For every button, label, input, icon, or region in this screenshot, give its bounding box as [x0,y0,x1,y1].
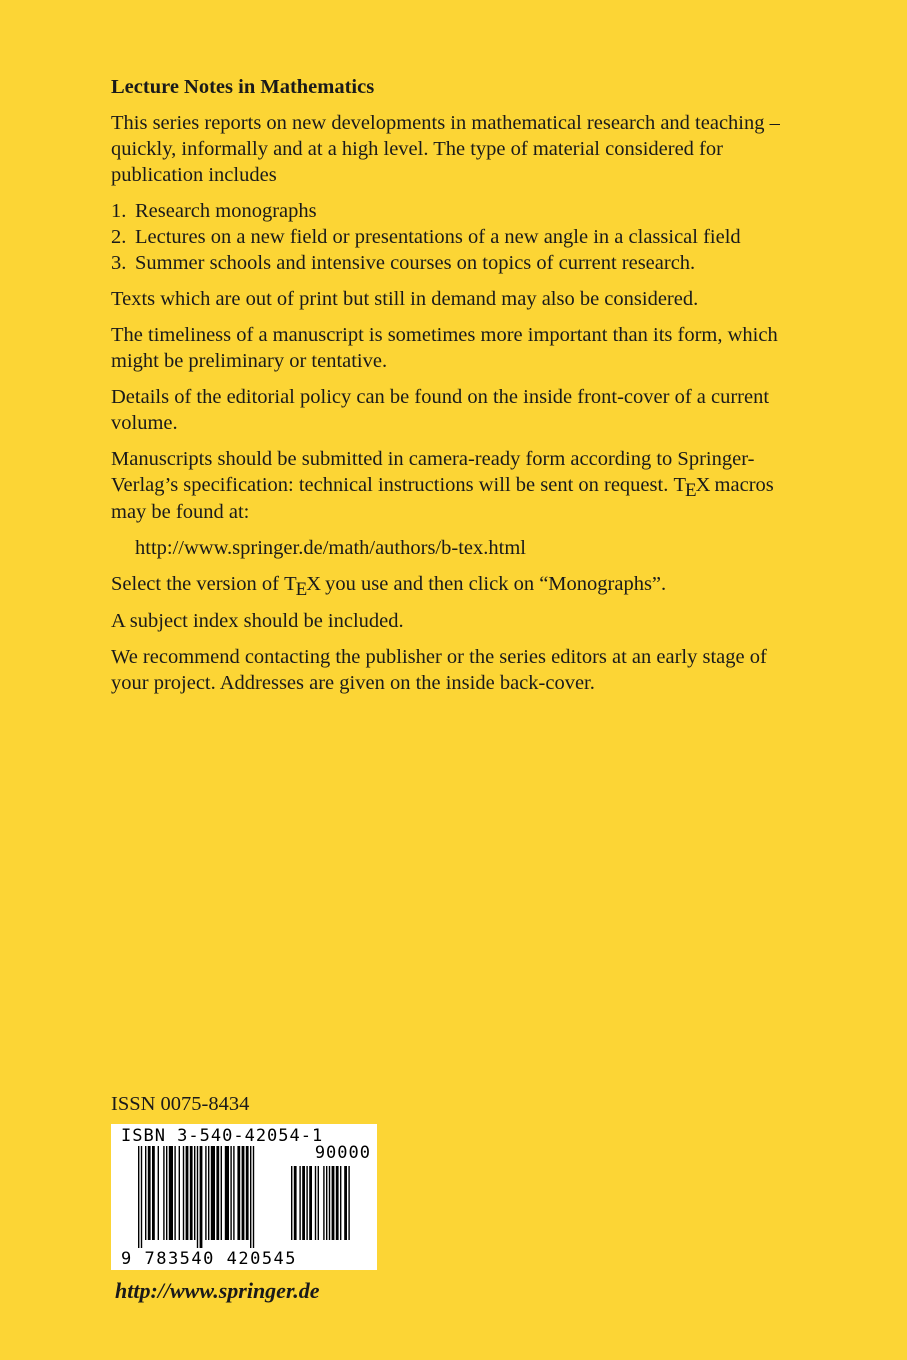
series-description [111,74,801,706]
out-of-print-paragraph: Texts which are out of print but still in demand may also be considered. [111,288,699,310]
select-version-paragraph [111,571,801,598]
select-suffix: you use and then click on “Monographs”. [325,573,667,595]
barcode-addon-bars [291,1166,371,1248]
barcode-bar [323,1166,324,1240]
series-title: Lecture Notes in Mathematics [111,76,375,98]
barcode-bar [148,1146,151,1240]
barcode-bar [329,1166,330,1240]
list-text: Research monographs [135,200,317,222]
barcode-bar [302,1166,305,1240]
barcode-bar [309,1166,312,1240]
list-number: 3. [111,252,127,274]
barcode-bar [344,1166,347,1240]
barcode-bar [158,1146,159,1240]
barcode-bar [318,1166,319,1240]
barcode-bar [326,1166,327,1240]
list-number: 1. [111,200,127,222]
barcode-bar [253,1146,254,1248]
editorial-policy-paragraph: Details of the editorial policy can be found on the inside front-cover of a current volume. [111,386,770,434]
list-number: 2. [111,226,127,248]
barcode-bar [294,1166,297,1240]
barcode-bar [145,1146,146,1240]
barcode-bar [291,1166,292,1240]
manuscripts-paragraph [111,446,801,525]
barcode-bar [190,1146,193,1240]
isbn-label: ISBN 3-540-42054-1 [121,1126,324,1146]
publisher-website: http://www.springer.de [115,1278,320,1303]
list-item [111,250,801,276]
barcode-addon-digits: 90000 [314,1143,371,1163]
barcode-bar [163,1146,164,1240]
subject-index-paragraph: A subject index should be included. [111,610,404,632]
list-text: Summer schools and intensive courses on topics of current research. [135,252,696,274]
barcode-bar [230,1146,231,1240]
issn-label: ISSN 0075-8434 [111,1093,250,1115]
barcode-bar [237,1146,240,1240]
list-item [111,198,801,224]
intro-paragraph: This series reports on new developments in mathematical research and teaching – quickly, informally and at a high level. The type of material considered for publication includes [111,112,780,186]
list-item [111,224,801,250]
barcode-bar [183,1146,184,1240]
tex-url: http://www.springer.de/math/authors/b-tex.html [135,537,526,559]
timeliness-paragraph: The timeliness of a manuscript is sometimes more important than its form, which might be preliminary or tentative. [111,324,778,372]
isbn-barcode [111,1124,377,1270]
barcode-bar [186,1146,189,1240]
barcode-bar [233,1146,234,1240]
barcode-bar [200,1146,203,1248]
barcode-bar [225,1146,229,1240]
barcode-bar [169,1146,173,1240]
barcode-bar [242,1146,245,1240]
barcode-bar [211,1146,215,1240]
barcode-bar [340,1166,341,1240]
material-list [111,198,801,276]
barcode-bar [348,1166,349,1240]
barcode-bar [194,1146,195,1240]
barcode-ean-digits: 9 783540 420545 [121,1249,298,1269]
barcode-bar [315,1166,316,1240]
manuscripts-text: Manuscripts should be submitted in camera-ready form according to Springer-Verlag’s specification: technical instructions will be sent on request. [111,448,755,496]
tex-logo: TEX [284,573,321,600]
recommend-paragraph: We recommend contacting the publisher or the series editors at an early stage of your project. Addresses are given on the inside back-cover. [111,646,767,694]
barcode-bar [138,1146,139,1248]
barcode-bar [166,1146,167,1240]
barcode-bar [221,1146,222,1240]
barcode-bar [208,1146,209,1240]
barcode-bar [174,1146,175,1240]
barcode-bar [246,1146,249,1240]
barcode-main-bars [138,1146,288,1248]
barcode-bar [141,1146,142,1248]
barcode-bar [299,1166,300,1240]
barcode-bar [216,1146,219,1240]
barcode-bar [332,1166,335,1240]
barcode-bar [197,1146,198,1248]
barcode-bar [336,1166,339,1240]
tex-logo: TEX [673,474,710,501]
barcode-bar [205,1146,206,1240]
barcode-bar [179,1146,180,1240]
tex-macros-text: macros may be found at: [111,474,774,523]
barcode-bar [250,1146,251,1248]
barcode-bar [306,1166,307,1240]
list-text: Lectures on a new field or presentations of a new angle in a classical field [135,226,741,248]
select-prefix: Select the version of [111,573,279,595]
barcode-bar [152,1146,155,1240]
